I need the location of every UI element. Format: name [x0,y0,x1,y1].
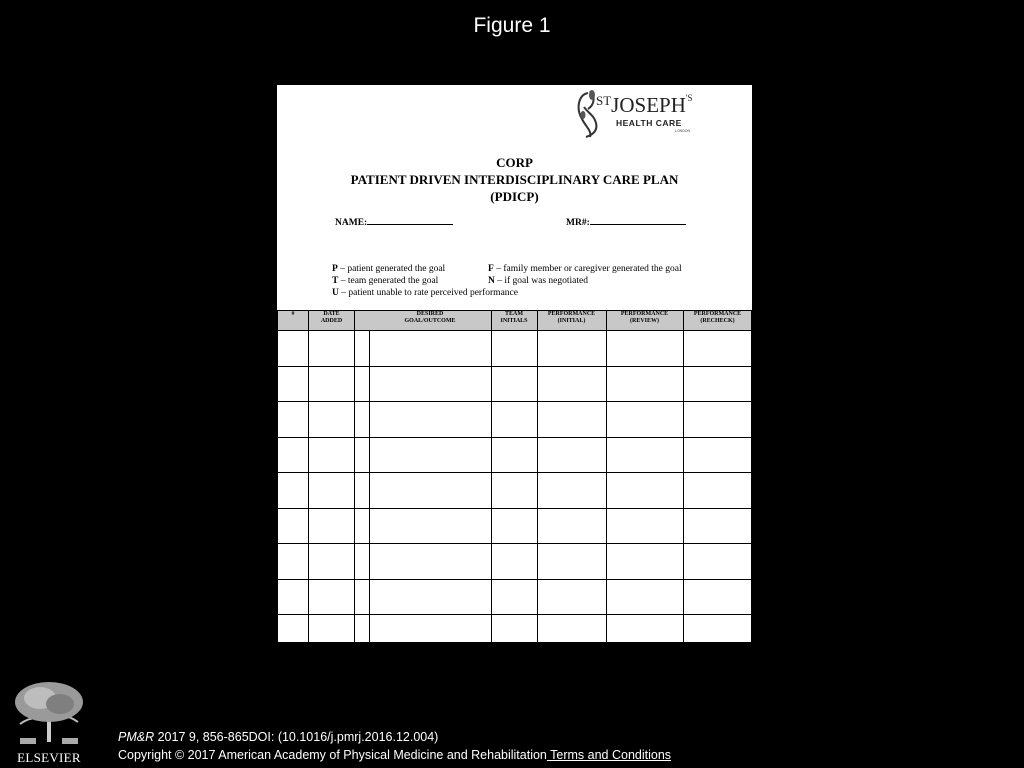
col-header-date-added: DATE ADDED [320,311,343,324]
citation-details: 2017 9, 856-865DOI: (10.1016/j.pmrj.2016.12.004) [154,730,439,744]
legend-t: T – team generated the goal [332,276,439,286]
grid-line [277,543,752,544]
logo-joseph: JOSEPH [611,93,686,117]
st-josephs-logo [574,87,704,139]
grid-line [277,579,752,580]
grid-line [683,310,684,643]
logo-s: 'S [685,93,693,103]
form-title-abbrev: (PDICP) [490,189,539,204]
legend-n: N – if goal was negotiated [488,276,589,286]
grid-line [277,472,752,473]
col-header-performance-recheck: PERFORMANCE (RECHECK) [693,311,742,324]
form-title-main: PATIENT DRIVEN INTERDISCIPLINARY CARE PLAN [350,172,679,187]
legend-f: F – family member or caregiver generated the goal [488,264,682,274]
mr-label: MR#: [566,218,590,228]
logo-st: ST [596,93,612,108]
terms-and-conditions-link[interactable]: Terms and Conditions [546,748,672,762]
grid-line [277,437,752,438]
mr-field [566,218,686,228]
grid-line [308,310,309,643]
grid-line [606,310,607,643]
name-field [335,218,453,228]
elsevier-logo [10,680,88,766]
care-plan-form [277,85,752,643]
figure-title: Figure 1 [473,14,551,37]
col-header-number: # [291,311,295,317]
copyright-text: Copyright © 2017 American Academy of Physical Medicine and Rehabilitation [118,748,547,762]
col-header-desired-goal: DESIRED GOAL/OUTCOME [404,311,456,324]
grid-line [277,310,752,311]
col-header-performance-initial: PERFORMANCE (INITIAL) [547,311,596,324]
grid-line [277,310,278,643]
grid-line [537,310,538,643]
col-header-team-initials: TEAM INITIALS [500,311,528,324]
journal-name: PM&R [118,730,155,744]
legend-u: U – patient unable to rate perceived performance [332,288,518,298]
name-label: NAME: [335,218,368,228]
col-header-performance-review: PERFORMANCE (REVIEW) [620,311,669,324]
copyright-line [118,748,671,762]
logo-london: LONDON [675,129,690,133]
logo-health-care: HEALTH CARE [616,118,682,128]
grid-line [277,508,752,509]
form-title-corp: CORP [496,155,533,170]
grid-line [354,310,355,643]
goal-table [277,310,752,643]
grid-line [277,614,752,615]
grid-line [277,642,752,643]
grid-line [369,330,370,643]
grid-line [277,330,752,331]
grid-line [277,401,752,402]
citation [118,730,438,744]
grid-line [491,310,492,643]
elsevier-wordmark: ELSEVIER [17,750,81,765]
grid-line [277,366,752,367]
elsevier-tree-icon [10,680,88,746]
grid-line [751,310,752,643]
legend-p: P – patient generated the goal [332,264,446,274]
